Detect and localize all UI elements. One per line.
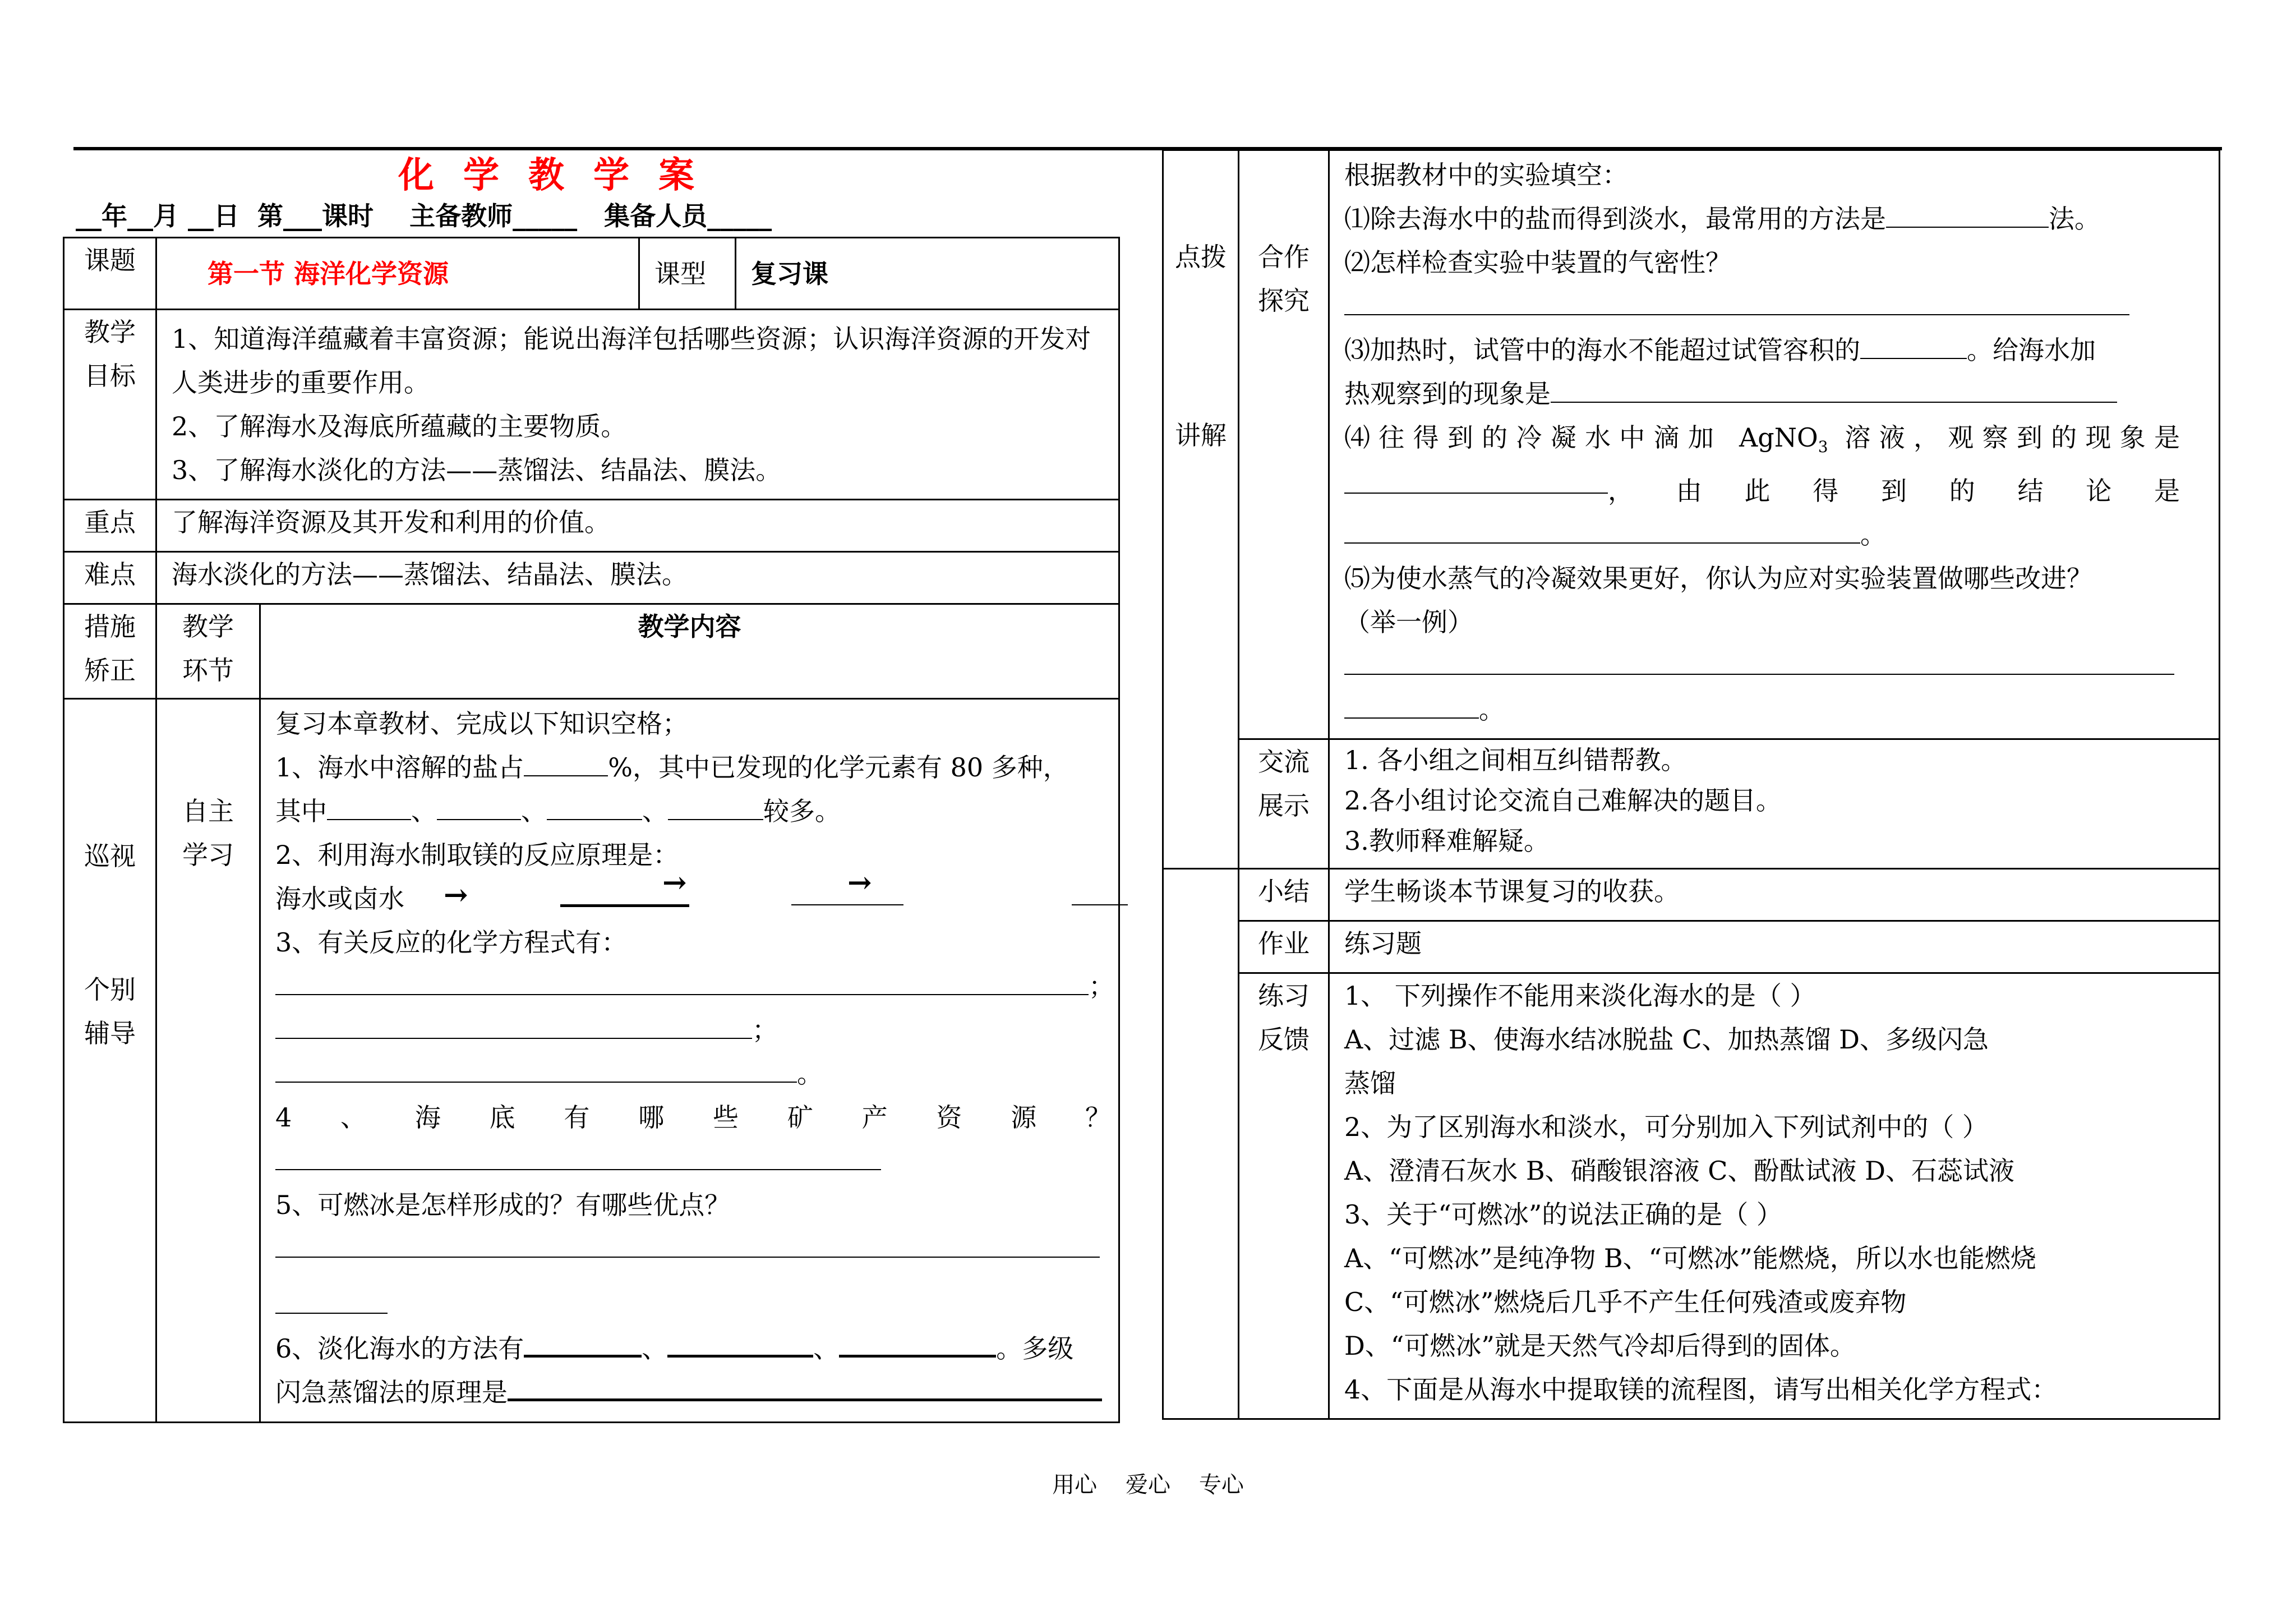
equation-line: ； [275,1008,1115,1052]
question-1-cont: 其中 、 、 、 较多。 [275,796,841,826]
question-1 [275,746,1115,789]
practice-item: A、“可燃冰”是纯净物 B、“可燃冰”能燃烧，所以水也能燃烧 [1344,1243,2036,1274]
coop-label-line: 探究 [1258,286,1310,316]
homework-value: 练习题 [1329,921,2220,973]
question-6: 6、淡化海水的方法有 、 、 。多级 [275,1327,1115,1370]
improvement-blank[interactable] [1344,694,1479,719]
topic-value: 第一节 海洋化学资源 [156,238,639,310]
phenomenon-blank[interactable] [1551,379,2117,403]
mineral-answer-blank[interactable] [275,1146,881,1170]
type-value: 复习课 [736,238,1119,310]
guide-label-line: 讲解 [1175,420,1227,450]
meta-line: __年__月 __日 第___课时 主备教师_____ 集备人员_____ [76,201,772,231]
coop-q2: ⑵怎样检查实验中装置的气密性？ [1344,247,1731,278]
summary-row [1163,869,2220,921]
difficulty-value: 海水淡化的方法——蒸馏法、结晶法、膜法。 [156,552,1119,604]
goal-item: 3、了解海水淡化的方法——蒸馏法、结晶法、膜法。 [172,455,782,485]
practice-item: C、“可燃冰”燃烧后几乎不产生任何残渣或废弃物 [1344,1287,1907,1318]
guide-label [1163,150,1239,869]
goals-label [64,310,156,500]
guide-label-line: 点拨 [1175,242,1227,272]
self-study-row [64,699,1119,1423]
practice-row [1163,973,2220,1419]
phenomenon-blank[interactable] [1344,469,1608,493]
left-lesson-table [63,237,1120,1423]
answer-line [275,1283,1115,1327]
practice-item: 蒸馏 [1344,1068,1396,1099]
goal-item: 2、了解海水及海底所蕴藏的主要物质。 [172,411,627,441]
self-study-intro: 复习本章教材、完成以下知识空格； [275,709,688,739]
q1-text: 1、海水中溶解的盐占 [275,752,524,783]
patrol-label-line: 个别 [84,974,136,1005]
question-5: 5、可燃冰是怎样形成的？有哪些优点？ [275,1190,731,1220]
topic-row [64,238,1119,310]
practice-label-line: 反馈 [1258,1024,1310,1055]
conclusion-blank[interactable] [1344,519,1860,544]
element-blank[interactable] [668,796,763,820]
self-study-content [260,699,1119,1423]
coop-q1-text: 法。 [2049,204,2100,234]
equation-line: 。 [275,1052,1115,1096]
self-study-label [156,699,260,1423]
coop-q1 [1344,197,2202,241]
stage-label [156,604,260,699]
coop-intro: 根据教材中的实验填空： [1344,160,1628,190]
summary-value: 学生畅谈本节课复习的收获。 [1329,869,2220,921]
salt-percent-blank[interactable] [524,752,608,776]
coop-q4-cont [1344,469,2180,513]
self-study-label-line: 自主 [182,796,234,826]
measures-label-line: 措施 [84,611,136,642]
coop-q3-text: 热观察到的现象是 [1344,379,1551,409]
key-value: 了解海洋资源及其开发和利用的价值。 [156,500,1119,552]
coop-q3-cont [1344,372,2202,416]
coop-q4-text: ，由此得到的结论是 [1608,476,2180,507]
goals-label-line: 教学 [84,317,136,347]
key-row [64,500,1119,552]
self-study-label-line: 学习 [182,840,234,870]
arrow-right-icon: → [847,866,872,900]
volume-blank[interactable] [1860,335,1967,359]
homework-label: 作业 [1239,921,1329,973]
exchange-row [1163,739,2220,869]
stage-label-line: 环节 [182,655,234,686]
q6-text: 6、淡化海水的方法有 [275,1333,524,1364]
practice-label [1239,973,1329,1419]
arrow-right-icon: → [444,878,468,912]
equation-blank[interactable] [275,1015,752,1039]
coop-q3 [1344,328,2202,372]
key-label: 重点 [64,500,156,552]
method-blank[interactable] [667,1332,813,1358]
practice-item: D、“可燃冰”就是天然气冷却后得到的固体。 [1344,1331,1856,1361]
exchange-item: 3.教师释难解疑。 [1344,826,1550,857]
goals-content [156,310,1119,500]
subscript: 3 [1818,438,1828,457]
mg-flow [275,866,1115,921]
answer-line: 。 [1344,513,2202,556]
coop-content [1329,150,2220,739]
answer-line: 。 [1344,688,2202,732]
answer-line [1344,644,2202,688]
content-header: 教学内容 [260,604,1119,699]
content-header-row [64,604,1119,699]
ice-answer-blank[interactable] [275,1234,1100,1258]
practice-item: 4、下面是从海水中提取镁的流程图，请写出相关化学方程式： [1344,1374,2058,1405]
type-label: 课型 [639,238,736,310]
equation-blank[interactable] [275,1059,797,1083]
coop-row [1163,150,2220,739]
practice-item: 2、为了区别海水和淡水，可分别加入下列试剂中的（ ） [1344,1112,1988,1143]
goals-row [64,310,1119,500]
goals-label-line: 目标 [84,361,136,391]
difficulty-label: 难点 [64,552,156,604]
improvement-blank[interactable] [1344,651,2174,675]
coop-label [1239,150,1329,739]
coop-q5-cont: （举一例） [1344,607,1473,638]
flow-start: 海水或卤水 [275,884,404,914]
patrol-label-line: 辅导 [84,1018,136,1048]
practice-item: 3、关于“可燃冰”的说法正确的是（ ） [1344,1199,1782,1230]
exchange-content [1329,739,2220,869]
patrol-label-line: 巡视 [84,841,136,871]
ice-answer-blank[interactable] [275,1290,388,1314]
exchange-item: 2.各小组讨论交流自己难解决的题目。 [1344,785,1782,816]
practice-content [1329,973,2220,1419]
coop-label-line: 合作 [1258,242,1310,272]
method-blank[interactable] [839,1332,996,1358]
exchange-label-line: 展示 [1258,790,1310,821]
element-blank[interactable] [437,796,521,820]
page-footer: 用心 爱心 专心 [1052,1472,1244,1498]
q6-text: 闪急蒸馏法的原理是 [275,1377,508,1407]
equation-blank[interactable] [275,971,1089,995]
question-6-cont [275,1370,1115,1414]
coop-q4-text: ⑷往得到的冷凝水中滴加 AgNO [1344,422,1818,453]
exchange-label-line: 交流 [1258,747,1310,778]
practice-item: A、过滤 B、使海水结冰脱盐 C、加热蒸馏 D、多级闪急 [1344,1024,1989,1055]
practice-item: 1、 下列操作不能用来淡化海水的是（ ） [1344,981,1816,1011]
document-title: 化学教学案 [398,154,723,196]
practice-label-line: 练习 [1258,981,1310,1011]
goal-item: 1、知道海洋蕴藏着丰富资源；能说出海洋包括哪些资源；认识海洋资源的开发对人类进步的重要作用。 [172,324,1091,398]
question-2: 2、利用海水制取镁的反应原理是： [275,840,679,870]
coop-q5: ⑸为使水蒸气的冷凝效果更好，你认为应对实验装置做哪些改进？ [1344,563,2092,594]
element-blank[interactable] [547,796,642,820]
coop-q4 [1344,416,2180,469]
difficulty-row [64,552,1119,604]
answer-line [1344,284,2202,328]
coop-q1-text: ⑴除去海水中的盐而得到淡水，最常用的方法是 [1344,204,1886,234]
right-lesson-table [1162,149,2220,1420]
equation-line: ； [275,964,1115,1008]
coop-q4-text: 溶液，观察到的现象是 [1828,422,2180,453]
homework-row [1163,921,2220,973]
practice-item: A、澄清石灰水 B、硝酸银溶液 C、酚酞试液 D、石蕊试液 [1344,1156,2014,1186]
q1-text: 较多。 [763,796,841,826]
measures-label-line: 矫正 [84,655,136,686]
question-3: 3、有关反应的化学方程式有： [275,927,628,958]
coop-q3-text: 。给海水加 [1967,335,2096,365]
method-blank[interactable] [1886,204,2049,228]
answer-line [275,1139,1115,1183]
answer-line [275,1227,1115,1283]
coop-q3-text: ⑶加热时，试管中的海水不能超过试管容积的 [1344,335,1860,365]
topic-label: 课题 [64,238,156,310]
q1-text: 其中 [275,796,327,826]
patrol-label [64,699,156,1423]
q1-text: %，其中已发现的化学元素有 80 多种， [608,752,1069,783]
q6-text: 。多级 [996,1333,1074,1364]
method-blank[interactable] [524,1332,642,1358]
stage-label-line: 教学 [182,611,234,642]
exchange-label [1239,739,1329,869]
measures-label [64,604,156,699]
empty-cell [1163,869,1239,1419]
principle-blank[interactable] [508,1375,1102,1401]
exchange-item: 1. 各小组之间相互纠错帮教。 [1344,745,1687,776]
question-4: 4、海底有哪些矿产资源？ [275,1102,1111,1133]
airtight-answer-blank[interactable] [1344,291,2129,315]
arrow-right-icon: → [662,866,687,900]
summary-label: 小结 [1239,869,1329,921]
element-blank[interactable] [327,796,411,820]
flow-blank[interactable] [1072,881,1128,905]
